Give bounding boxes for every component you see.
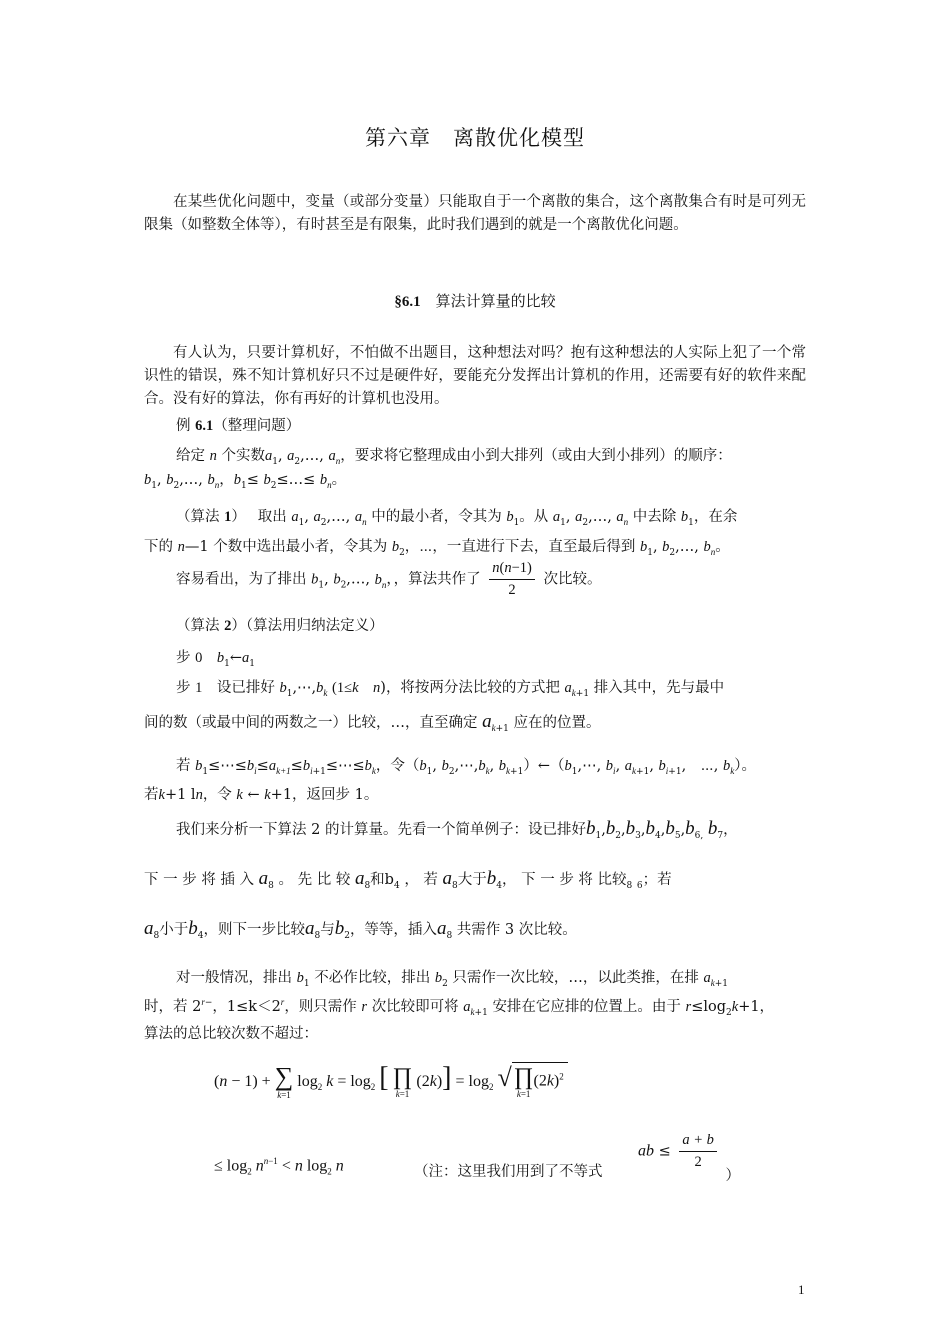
- section-heading: [0, 290, 950, 311]
- chapter-title: 第六章 离散优化模型: [365, 126, 585, 150]
- general-case-line1: 对一般情况，排出 $b_1$ 不必作比较，排出 $b_2$ 只需作一次比较，…，以此类推，在排 $a_{k+1}$: [176, 970, 729, 989]
- algorithm-1-line1: （算法 1） 取出 $a_1$, $a_2,\dots$, $a_n$ 中的最小者，令其为 $b_1$。从 $a_1$, $a_2,\dots$, $a_n$ 中去除 $b_1$，在余: [176, 509, 738, 528]
- analysis-line3: $a_8$小于$b_4$，则下一步比较$a_8$与$b_2$，等等，插入$a_8$ 共需作 3 次比较。: [144, 918, 577, 941]
- general-case-line2: 时，若 $2^{r-}$，$1\le k<2^r$，则只需作 r 次比较即可将 $a_{k+1}$ 安排在它应排的位置上。由于 $r\le\log_2k+1$，: [144, 997, 775, 1018]
- section-number: §6.1: [394, 294, 421, 310]
- general-case-line3: 算法的总比较次数不超过：: [144, 1026, 318, 1042]
- comparison-count-line: 容易看出，为了排出 $b_1$, $b_2,\dots$, $b_n$，，算法共作了 $\frac{n(n-1)}{2}$ 次比较。: [176, 560, 602, 598]
- example-heading: 例 6.1（整理问题）: [176, 418, 301, 434]
- intro-paragraph: 在某些优化问题中，变量（或部分变量）只能取自于一个离散的集合，这个离散集合有时是可列无限集（如整数全体等），有时甚至是有限集，此时我们遇到的就是一个离散优化问题。: [144, 194, 806, 233]
- insertion-rule-line2: 若k+1 ln，令 k ← k+1，返回步 1。: [144, 787, 379, 803]
- algorithm-2-heading: （算法 2）（算法用归纳法定义）: [176, 618, 384, 634]
- note-text: （注：这里我们用到了不等式: [414, 1164, 603, 1180]
- am-gm-inequality: ab ≤ $\frac{a + b}{2}$ ）: [638, 1132, 741, 1184]
- problem-statement-line1: 给定 n 个实数$a_1$, $a_2,\dots$, $a_n$，要求将它整理成由小到大排列（或由大到小排列）的顺序：: [176, 448, 732, 467]
- bound-formula: ≤ $\log_2 n^{n-1} < n$ $\log_2 n$: [214, 1156, 344, 1177]
- paragraph-1: 有人认为，只要计算机好，不怕做不出题目，这种想法对吗？抱有这种想法的人实际上犯了一个常识性的错误，殊不知计算机好只不过是硬件好，要能充分发挥出计算机的作用，还需要有好的软件来配合。没有好的算法，你有再好的计算机也没用。: [144, 345, 806, 407]
- sum-formula: (n − 1) + ∑ k=1 $\log_2 k = \log_2$ [ ∏ k=1 $(2k)] = \log_2$ √ ∏ k=1 $(2k)^2$: [214, 1062, 568, 1100]
- step-1-line2: 间的数（或最中间的两数之一）比较，…，直至确定 $a_{k+1}$ 应在的位置。: [144, 711, 601, 734]
- analysis-line1: 我们来分析一下算法 2 的计算量。先看一个简单例子：设已排好$b_1,b_2,b_3,b_4,b_5,b_{6,}$ $b_7$，: [176, 818, 738, 841]
- section-name: 算法计算量的比较: [435, 292, 556, 310]
- insertion-rule-line1: 若 $b_1\le\cdots\le b_i\le a_{k+1}\le b_{i+1}\le\cdots\le b_k$，令（$b_1$, $b_2,\cdots,b_k$, $b_{k+1})\leftarrow(b_1,\cdots$, $b_i$, $a_{k+1}$, $b_{i+1}$, ⋯, $b_k$）。: [176, 758, 756, 777]
- step-1-line1: 步 1 设已排好 $b_1,\cdots,b_k$ (1≤k n)，将按两分法比较的方式把 $a_{k+1}$ 排入其中，先与最中: [176, 680, 725, 699]
- problem-statement-line2: $b_1$, $b_2,\dots$, $b_n$，$b_1\le$ $b_2\le\dots\le b_n$。: [144, 472, 347, 491]
- page-number: 1: [798, 1282, 805, 1297]
- step-0: 步 0 $b_1\leftarrow a_1$: [176, 650, 255, 669]
- analysis-line2: 下 一 步 将 插 入 $a_8$ 。 先 比 较 $a_8$和$b_4$ ， 若 $a_8$大于$b_4$， 下 一 步 将 比较$_8$ $_6$；若: [144, 868, 672, 891]
- algorithm-1-line2: 下的 n—1 个数中选出最小者，令其为 $b_2$，⋯，一直进行下去，直至最后得到 $b_1$, $b_2,\dots$, $b_n$。: [144, 539, 730, 558]
